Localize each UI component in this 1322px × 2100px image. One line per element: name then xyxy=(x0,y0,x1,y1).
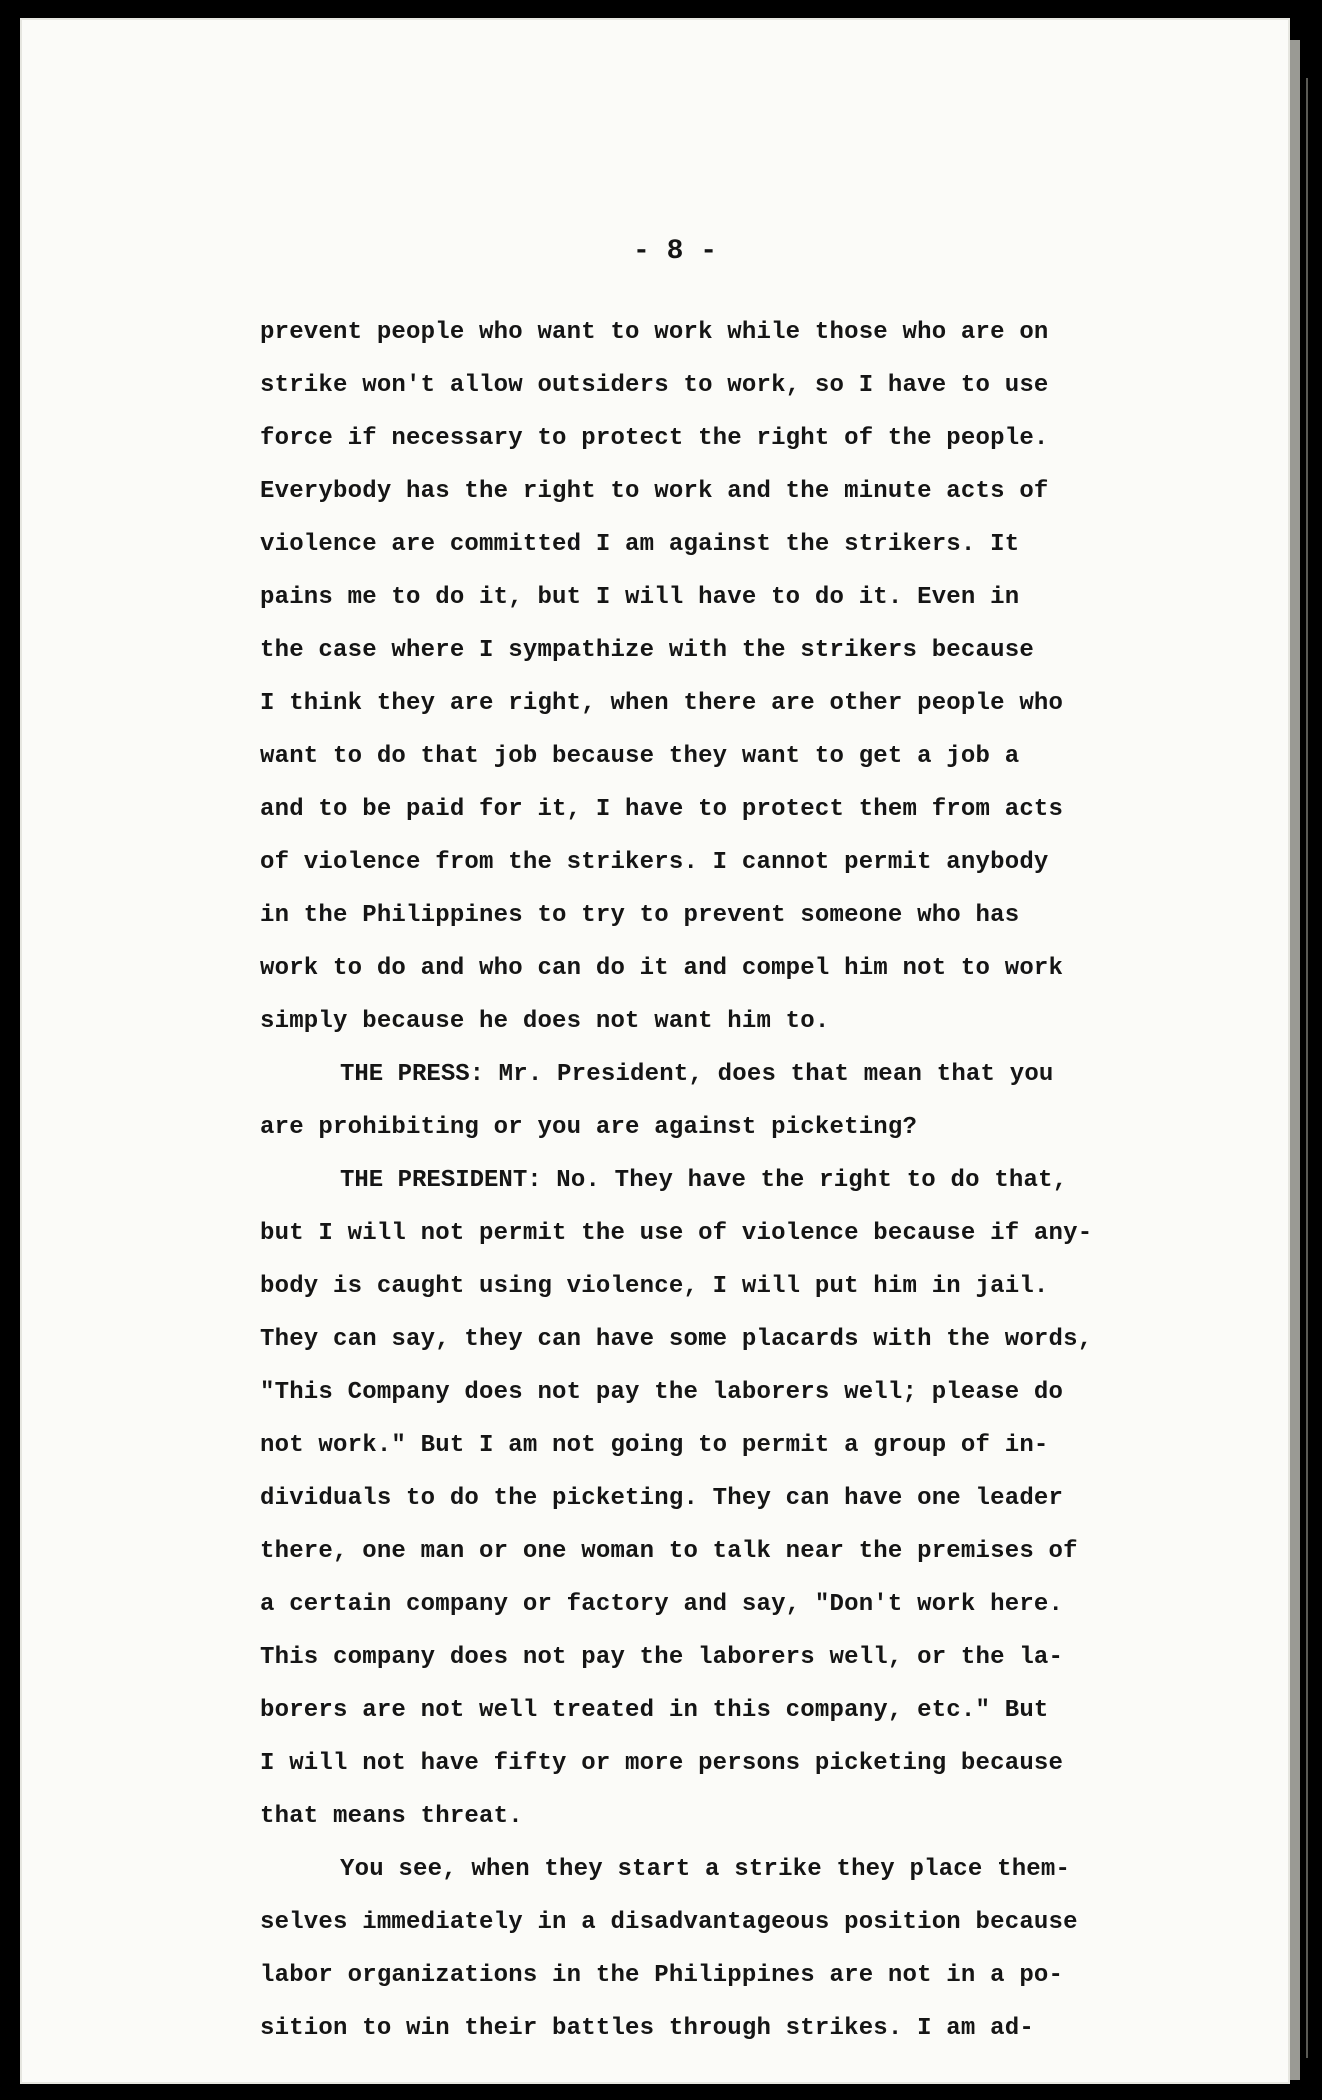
body-line-12: in the Philippines to try to prevent someone who has xyxy=(260,902,1020,929)
body-line-8: I think they are right, when there are other people who xyxy=(260,690,1064,717)
body-line-14: simply because he does not want him to. xyxy=(260,1008,830,1035)
body-line-13: work to do and who can do it and compel him not to work xyxy=(260,955,1064,982)
page-edge-line xyxy=(1306,78,1308,2058)
president-answer-line-9: a certain company or factory and say, "Don't work here. xyxy=(260,1591,1064,1618)
body-line-10: and to be paid for it, I have to protect them from acts xyxy=(260,796,1064,823)
press-speaker-label: THE PRESS: xyxy=(340,1061,485,1088)
press-question-line-1 xyxy=(260,1048,1200,1101)
final-paragraph-line-4: sition to win their battles through strikes. I am ad- xyxy=(260,2015,1034,2042)
body-line-4: Everybody has the right to work and the minute acts of xyxy=(260,478,1049,505)
final-paragraph-line-2: selves immediately in a disadvantageous position because xyxy=(260,1909,1078,1936)
body-line-7: the case where I sympathize with the strikers because xyxy=(260,637,1034,664)
president-speaker-label: THE PRESIDENT: xyxy=(340,1167,542,1194)
president-answer-line-10: This company does not pay the laborers well, or the la- xyxy=(260,1644,1064,1671)
final-paragraph-line-1: You see, when they start a strike they place them- xyxy=(340,1856,1071,1883)
document-body xyxy=(260,306,1200,2055)
president-answer-line-6: not work." But I am not going to permit a group of in- xyxy=(260,1432,1049,1459)
body-line-1: prevent people who want to work while those who are on xyxy=(260,319,1049,346)
scan-page-edge xyxy=(1290,40,1300,2080)
body-line-3: force if necessary to protect the right of the people. xyxy=(260,425,1049,452)
body-line-9: want to do that job because they want to get a job a xyxy=(260,743,1020,770)
body-line-11: of violence from the strikers. I cannot permit anybody xyxy=(260,849,1049,876)
body-line-2: strike won't allow outsiders to work, so I have to use xyxy=(260,372,1049,399)
body-line-5: violence are committed I am against the strikers. It xyxy=(260,531,1020,558)
president-answer-line-8: there, one man or one woman to talk near the premises of xyxy=(260,1538,1078,1565)
president-answer-text: No. They have the right to do that, xyxy=(556,1167,1068,1194)
president-answer-line-12: I will not have fifty or more persons picketing because xyxy=(260,1750,1064,1777)
president-answer-line-11: borers are not well treated in this company, etc." But xyxy=(260,1697,1049,1724)
press-question-line-2: are prohibiting or you are against picketing? xyxy=(260,1114,918,1141)
president-answer-line-13: that means threat. xyxy=(260,1803,523,1830)
president-answer-line-5: "This Company does not pay the laborers well; please do xyxy=(260,1379,1064,1406)
page-number: - 8 - xyxy=(632,236,717,267)
president-answer-line-1 xyxy=(260,1154,1200,1207)
press-question-text: Mr. President, does that mean that you xyxy=(498,1061,1054,1088)
president-answer-line-3: body is caught using violence, I will put him in jail. xyxy=(260,1273,1049,1300)
president-answer-line-7: dividuals to do the picketing. They can have one leader xyxy=(260,1485,1064,1512)
president-answer-line-2: but I will not permit the use of violence because if any- xyxy=(260,1220,1093,1247)
president-answer-line-4: They can say, they can have some placards with the words, xyxy=(260,1326,1093,1353)
body-line-6: pains me to do it, but I will have to do it. Even in xyxy=(260,584,1020,611)
final-paragraph-line-3: labor organizations in the Philippines are not in a po- xyxy=(260,1962,1064,1989)
